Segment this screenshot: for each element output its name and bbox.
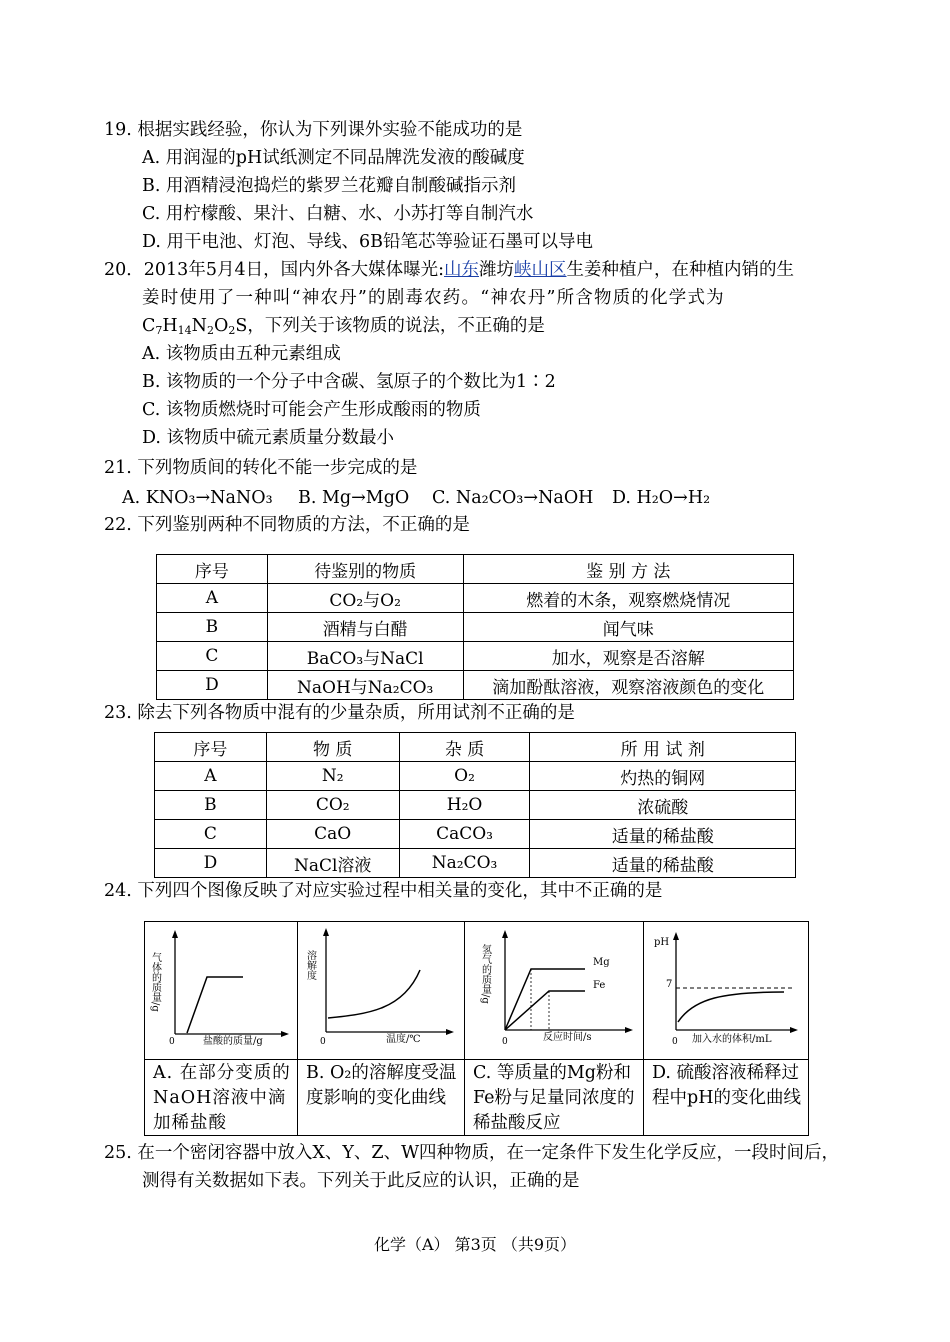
graph-a: [145, 922, 297, 1059]
table-cell: O₂: [399, 762, 530, 791]
table-cell: BaCO₃与NaCl: [267, 642, 463, 671]
page-footer: 化学（A） 第3页 （共9页）: [373, 1235, 577, 1254]
graph-b-origin: 0: [320, 1037, 326, 1047]
table-cell: N₂: [266, 762, 399, 791]
table-cell: CaCO₃: [399, 820, 530, 849]
q24-stem: 24. 下列四个图像反映了对应实验过程中相关量的变化，其中不正确的是: [104, 881, 663, 901]
table-cell: 燃着的木条，观察燃烧情况: [463, 584, 793, 613]
table-row: [155, 820, 796, 849]
table-row: [155, 849, 796, 878]
q20-option-d: D. 该物质中硫元素质量分数最小: [142, 428, 395, 448]
q20-after: 生姜种植户，在种植内销的生: [566, 260, 794, 280]
header-cell: 鉴 别 方 法: [463, 555, 793, 584]
table-row: [157, 613, 794, 642]
q20-option-a: A. 该物质由五种元素组成: [142, 344, 341, 364]
q19-option-c: C. 用柠檬酸、果汁、白糖、水、小苏打等自制汽水: [142, 204, 534, 224]
graph-b-ylabel: 溶解度: [304, 950, 316, 980]
graph-c: [465, 922, 643, 1059]
table-cell: D: [157, 671, 268, 700]
table-cell: A: [157, 584, 268, 613]
table-cell: NaOH与Na₂CO₃: [267, 671, 463, 700]
q19-option-b: B. 用酒精浸泡捣烂的紫罗兰花瓣自制酸碱指示剂: [142, 176, 516, 196]
table-row: [157, 642, 794, 671]
table-cell: CaO: [266, 820, 399, 849]
q22-stem: 22. 下列鉴别两种不同物质的方法，不正确的是: [104, 515, 470, 535]
table-cell: 灼热的铜网: [530, 762, 796, 791]
graph-c-origin: 0: [502, 1037, 508, 1047]
table-cell: H₂O: [399, 791, 530, 820]
table-cell: C: [155, 820, 267, 849]
table-cell: Na₂CO₃: [399, 849, 530, 878]
header-cell: 杂 质: [399, 733, 530, 762]
table-header-row: [155, 733, 796, 762]
table-cell: 适量的稀盐酸: [530, 849, 796, 878]
q21-stem: 21. 下列物质间的转化不能一步完成的是: [104, 458, 418, 478]
table-cell: B: [155, 791, 267, 820]
table-cell: C: [157, 642, 268, 671]
graph-d-caption: D. 硫酸溶液稀释过程中pH的变化曲线: [652, 1063, 801, 1108]
graph-a-caption: A. 在部分变质的NaOH溶液中滴加稀盐酸: [153, 1063, 291, 1133]
table-row: [155, 791, 796, 820]
header-cell: 物 质: [266, 733, 399, 762]
table-cell: 浓硫酸: [530, 791, 796, 820]
graph-b-xlabel: 温度/℃: [386, 1034, 421, 1045]
graph-c-ylabel: 氢气的质量/g: [479, 944, 491, 1004]
header-cell: 序号: [157, 555, 268, 584]
table-cell: A: [155, 762, 267, 791]
graph-a-origin: 0: [169, 1037, 175, 1047]
q23-stem: 23. 除去下列各物质中混有的少量杂质，所用试剂不正确的是: [104, 703, 575, 723]
graph-b: [298, 922, 464, 1059]
table-row: [157, 584, 794, 613]
graph-c-label-fe: Fe: [593, 980, 606, 991]
table-cell: 酒精与白醋: [267, 613, 463, 642]
graph-d-tick-7: 7: [666, 979, 673, 990]
table-row: [157, 671, 794, 700]
table-cell: NaCl溶液: [266, 849, 399, 878]
table-header-row: [157, 555, 794, 584]
graph-a-ylabel: 气体的质量/g: [149, 952, 161, 1012]
header-cell: 序号: [155, 733, 267, 762]
graph-a-xlabel: 盐酸的质量/g: [203, 1036, 263, 1047]
table-cell: 滴加酚酞溶液，观察溶液颜色的变化: [463, 671, 793, 700]
table-cell: D: [155, 849, 267, 878]
graph-d-origin: 0: [672, 1037, 678, 1047]
q20-weifang: 潍坊: [478, 260, 514, 280]
q25-stem-line1: 25. 在一个密闭容器中放入X、Y、Z、W四种物质，在一定条件下发生化学反应，一段时间后，: [104, 1143, 840, 1163]
graph-c-caption: C. 等质量的Mg粉和Fe粉与足量同浓度的稀盐酸反应: [473, 1063, 635, 1133]
q20-option-c: C. 该物质燃烧时可能会产生形成酸雨的物质: [142, 400, 481, 420]
table-cell: CO₂与O₂: [267, 584, 463, 613]
q19-option-d: D. 用干电池、灯泡、导线、6B铅笔芯等验证石墨可以导电: [142, 232, 594, 252]
table-row: [155, 762, 796, 791]
q21-option-a: A. KNO₃→NaNO₃: [122, 488, 273, 508]
graph-c-label-mg: Mg: [593, 957, 610, 968]
q25-stem-line2: 测得有关数据如下表。下列关于此反应的认识，正确的是: [142, 1171, 580, 1191]
graph-d: [644, 922, 808, 1059]
q20-stem-line1: [104, 259, 794, 281]
table-cell: 加水，观察是否溶解: [463, 642, 793, 671]
q19-stem: 19. 根据实践经验，你认为下列课外实验不能成功的是: [104, 120, 523, 140]
table-cell: 适量的稀盐酸: [530, 820, 796, 849]
header-cell: 所 用 试 剂: [530, 733, 796, 762]
table-cell: CO₂: [266, 791, 399, 820]
q20-number: 20．: [104, 260, 144, 280]
q20-stem-line3: [142, 315, 545, 337]
graph-c-xlabel: 反应时间/s: [543, 1032, 592, 1043]
link-xiashan[interactable]: 峡山区: [513, 260, 567, 280]
graph-d-xlabel: 加入水的体积/mL: [692, 1034, 772, 1045]
graph-d-ylabel: pH: [654, 937, 670, 948]
q20-date: 2013年5月4日，国内外各大媒体曝光:: [143, 260, 444, 280]
table-cell: B: [157, 613, 268, 642]
q21-option-d: D. H₂O→H₂: [612, 488, 711, 508]
q20-formula: $C_7H_{14}N_2O_2S$: [142, 316, 248, 337]
q20-stem-line2: 姜时使用了一种叫“神农丹”的剧毒农药。“神农丹”所含物质的化学式为: [142, 288, 725, 308]
link-shandong[interactable]: 山东: [443, 260, 479, 280]
q21-option-c: C. Na₂CO₃→NaOH: [432, 488, 594, 508]
table-cell: 闻气味: [463, 613, 793, 642]
q23-table: [154, 732, 796, 878]
q20-option-b: B. 该物质的一个分子中含碳、氢原子的个数比为1∶2: [142, 372, 556, 392]
q19-option-a: A. 用润湿的pH试纸测定不同品牌洗发液的酸碱度: [142, 148, 525, 168]
q20-stem-suffix: ，下列关于该物质的说法，不正确的是: [247, 316, 545, 336]
q21-option-b: B. Mg→MgO: [298, 488, 410, 508]
q24-figure-grid: [144, 921, 809, 1136]
q22-table: [156, 554, 794, 700]
header-cell: 待鉴别的物质: [267, 555, 463, 584]
graph-b-caption: B. O₂的溶解度受温度影响的变化曲线: [306, 1063, 457, 1108]
